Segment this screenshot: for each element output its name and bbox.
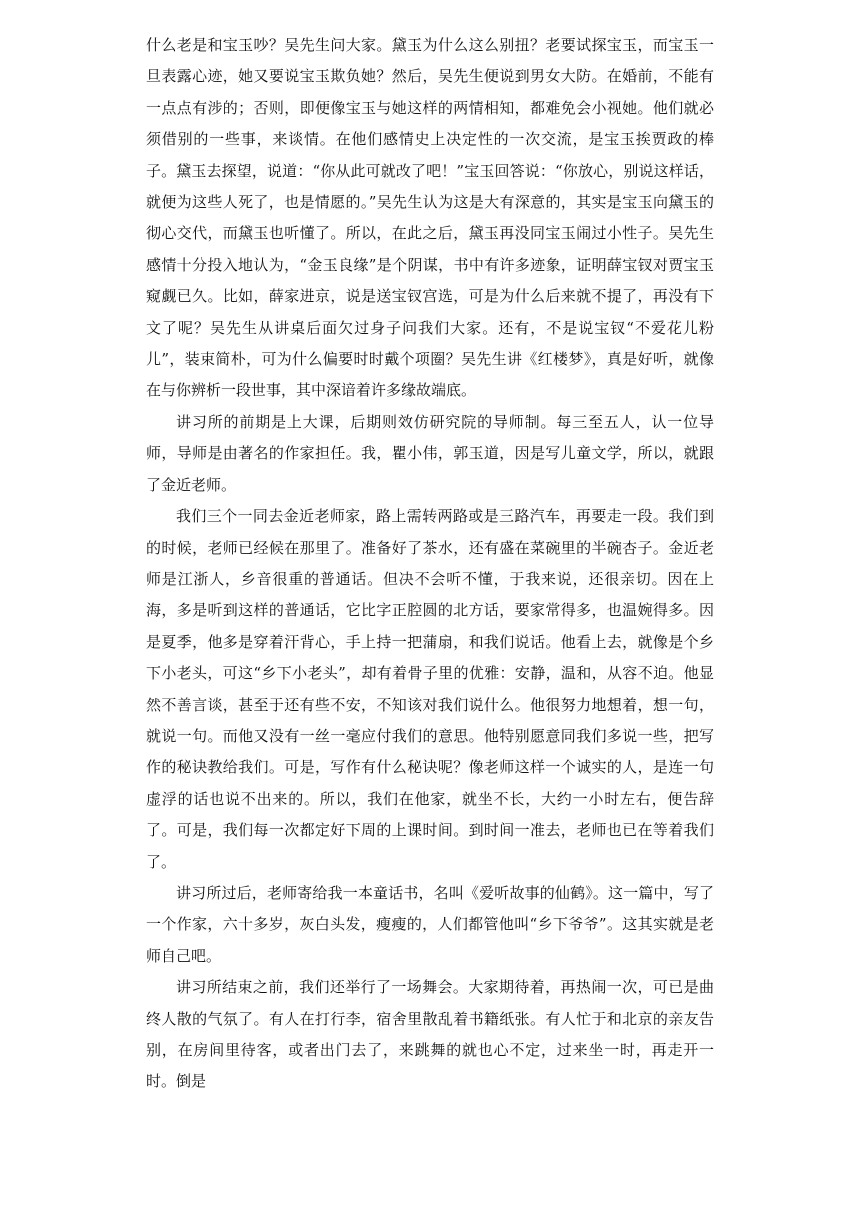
paragraph-4: 讲习所过后，老师寄给我一本童话书，名叫《爱听故事的仙鹤》。这一篇中，写了一个作家，六十多岁，灰白头发，瘦瘦的，人们都管他叫“乡下爷爷”。这其实就是老师自己吧。 <box>146 883 714 965</box>
paragraph-3: 我们三个一同去金近老师家，路上需转两路或是三路汽车，再要走一段。我们到的时候，老师已经候在那里了。准备好了茶水，还有盛在菜碗里的半碗杏子。金近老师是江浙人，乡音很重的普通话。但决不会听不懂，于我来说，还很亲切。因在上海，多是听到这样的普通话，它比字正腔圆的北方话，要家常得多，也温婉得多。因是夏季，他多是穿着汗背心，手上持一把蒲扇，和我们说话。他看上去，就像是个乡下小老头，可这“乡下小老头”，却有着骨子里的优雅：安静，温和，从容不迫。他显然不善言谈，甚至于还有些不安，不知该对我们说什么。他很努力地想着，想一句，就说一句。而他又没有一丝一毫应付我们的意思。他特别愿意同我们多说一些，把写作的秘诀教给我们。可是，写作有什么秘诀呢？像老师这样一个诚实的人，是连一句虚浮的话也说不出来的。所以，我们在他家，就坐不长，大约一小时左右，便告辞了。可是，我们每一次都定好下周的上课时间。到时间一准去，老师也已在等着我们了。 <box>146 507 714 871</box>
paragraph-1: 什么老是和宝玉吵？吴先生问大家。黛玉为什么这么别扭？老要试探宝玉，而宝玉一旦表露心迹，她又要说宝玉欺负她？然后，吴先生便说到男女大防。在婚前，不能有一点点有涉的；否则，即便像宝玉与她这样的两情相知，都难免会小视她。他们就必须借别的一些事，来谈情。在他们感情史上决定性的一次交流，是宝玉挨贾政的棒子。黛玉去探望，说道：“你从此可就改了吧！”宝玉回答说：“你放心，别说这样话，就便为这些人死了，也是情愿的。”吴先生认为这是大有深意的，其实是宝玉向黛玉的彻心交代，而黛玉也听懂了。所以，在此之后，黛玉再没同宝玉闹过小性子。吴先生感情十分投入地认为，“金玉良缘”是个阴谋，书中有许多迹象，证明薛宝钗对贾宝玉窥觑已久。比如，薛家进京，说是送宝钗宫选，可是为什么后来就不提了，再没有下文了呢？吴先生从讲桌后面欠过身子问我们大家。还有，不是说宝钗“不爱花儿粉儿”，装束简朴，可为什么偏要时时戴个项圈？吴先生讲《红楼梦》，真是好听，就像在与你辨析一段世事，其中深谙着许多缘故端底。 <box>146 36 714 400</box>
paragraph-5: 讲习所结束之前，我们还举行了一场舞会。大家期待着，再热闹一次，可已是曲终人散的气氛了。有人在打行李，宿舍里散乱着书籍纸张。有人忙于和北京的亲友告别，在房间里待客，或者出门去了，来跳舞的就也心不定，过来坐一时，再走开一时。倒是 <box>146 978 714 1091</box>
document-page <box>146 30 714 1098</box>
paragraph-2: 讲习所的前期是上大课，后期则效仿研究院的导师制。每三至五人，认一位导师，导师是由著名的作家担任。我，瞿小伟，郭玉道，因是写儿童文学，所以，就跟了金近老师。 <box>146 412 714 494</box>
